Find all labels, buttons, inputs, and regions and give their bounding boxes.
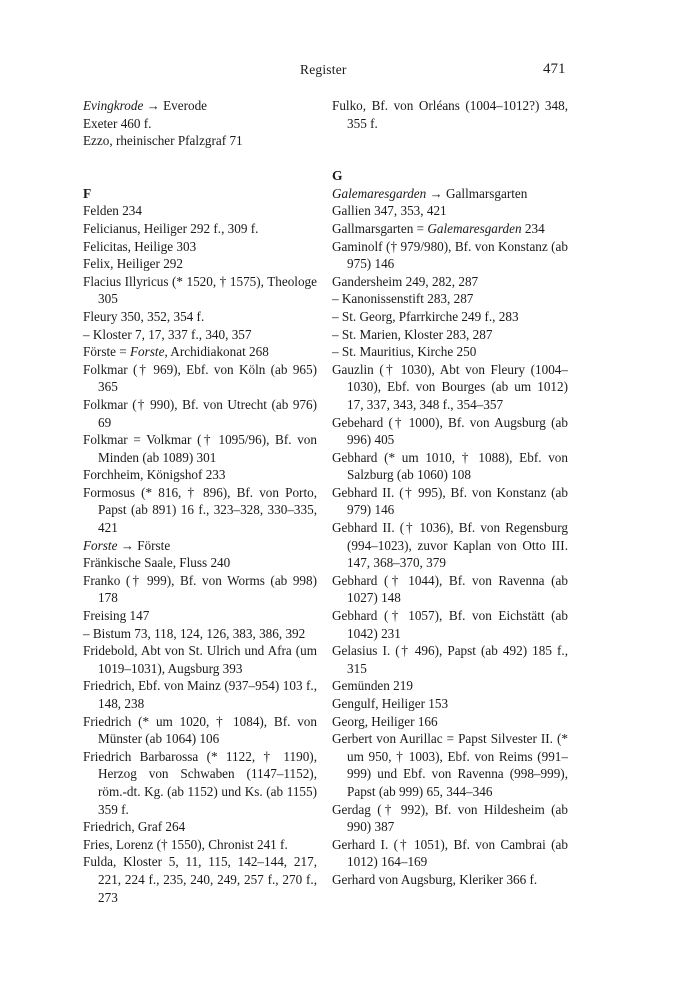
entry-term-italic: Galemaresgarden <box>332 185 427 201</box>
index-column-left <box>83 97 317 906</box>
entry-rest: 234 <box>521 220 545 236</box>
index-entry: Gebhard (* um 1010, † 1088), Ebf. von Salzburg (ab 1060) 108 <box>332 449 568 483</box>
index-entry <box>83 537 317 555</box>
index-entry: Gandersheim 249, 282, 287 <box>332 273 479 289</box>
index-entry <box>332 185 568 203</box>
index-entry: Felden 234 <box>83 203 142 219</box>
index-entry: Gallien 347, 353, 421 <box>332 203 447 219</box>
entry-term: Gallmarsgarten = <box>332 220 428 236</box>
index-subentry: – St. Marien, Kloster 283, 287 <box>332 326 568 344</box>
index-subentry: – Bistum 73, 118, 124, 126, 383, 386, 392 <box>83 625 317 643</box>
index-entry: Gengulf, Heiliger 153 <box>332 696 449 711</box>
index-entry: Georg, Heiliger 166 <box>332 713 438 729</box>
index-subentry: – St. Georg, Pfarrkirche 249 f., 283 <box>332 308 568 326</box>
index-entry: Gerhard von Augsburg, Kleriker 366 f. <box>332 871 538 887</box>
section-letter-g: G <box>332 168 343 184</box>
index-entry: Friedrich Barbarossa (* 1122, † 1190), Herzog von Schwaben (1147–1152), röm.-dt. Kg. (ab 1152) und Ks. (ab 1155) 359 f. <box>83 748 317 817</box>
index-entry: Fridebold, Abt von St. Ulrich und Afra (um 1019–1031), Augsburg 393 <box>83 643 317 676</box>
index-entry: Forchheim, Königshof 233 <box>83 467 226 483</box>
section-letter-f: F <box>83 185 92 201</box>
index-entry: Flacius Illyricus (* 1520, † 1575), Theologe 305 <box>83 273 317 307</box>
entry-rest: → Förste <box>117 537 171 553</box>
running-head: Register <box>300 62 347 77</box>
entry-term: Förste = <box>83 344 130 360</box>
index-entry: Gerhard I. († 1051), Bf. von Cambrai (ab 1012) 164–169 <box>332 836 568 870</box>
entry-rest: → Gallmarsgarten <box>426 185 528 201</box>
index-entry: Formosus (* 816, † 896), Bf. von Porto, Papst (ab 891) 16 f., 323–328, 330–335, 421 <box>83 484 317 536</box>
page-number: 471 <box>543 61 566 77</box>
index-entry: Gerbert von Aurillac = Papst Silvester II. (* um 950, † 1003), Ebf. von Reims (991–999) und Ebf. von Ravenna (998–999), Papst (ab 999) 65, 344–346 <box>332 731 568 799</box>
index-entry <box>83 97 317 115</box>
index-entry: Gebhard († 1044), Bf. von Ravenna (ab 1027) 148 <box>332 572 568 606</box>
index-subentry: – Kloster 7, 17, 337 f., 340, 357 <box>83 326 317 344</box>
entry-term-italic: Forste <box>83 537 118 553</box>
index-entry: Friedrich (* um 1020, † 1084), Bf. von Münster (ab 1064) 106 <box>83 713 317 747</box>
index-entry: Folkmar († 990), Bf. von Utrecht (ab 976) 69 <box>83 396 317 430</box>
index-entry: Gebehard († 1000), Bf. von Augsburg (ab 996) 405 <box>332 414 568 448</box>
index-entry: Folkmar = Volkmar († 1095/96), Bf. von Minden (ab 1089) 301 <box>83 432 317 465</box>
entry-term-italic: Galemaresgarden <box>427 220 522 236</box>
index-entry: Fries, Lorenz († 1550), Chronist 241 f. <box>83 836 288 852</box>
index-entry: Gauzlin († 1030), Abt von Fleury (1004–1030), Ebf. von Bourges (ab um 1012) 17, 337, 343, 348 f., 354–357 <box>332 361 568 412</box>
index-entry: Gebhard II. († 1036), Bf. von Regensburg (994–1023), zuvor Kaplan von Otto III. 147, 368–370, 379 <box>332 520 568 571</box>
index-entry: Friedrich, Ebf. von Mainz (937–954) 103 f., 148, 238 <box>83 678 317 711</box>
entry-term-italic: Forste <box>130 344 165 360</box>
index-entry: Gebhard II. († 995), Bf. von Konstanz (ab 979) 146 <box>332 484 568 518</box>
index-entry: Fulda, Kloster 5, 11, 115, 142–144, 217, 221, 224 f., 235, 240, 249, 257 f., 270 f., 273 <box>83 854 317 905</box>
entry-rest: → Everode <box>143 98 208 113</box>
index-subentry: – Kanonissenstift 283, 287 <box>332 290 568 308</box>
index-entry: Felicitas, Heilige 303 <box>83 238 197 254</box>
index-entry: Freising 147 <box>83 608 150 624</box>
index-entry <box>83 343 317 361</box>
index-entry: Gaminolf († 979/980), Bf. von Konstanz (ab 975) 146 <box>332 238 568 272</box>
index-entry: Fleury 350, 352, 354 f. <box>83 308 205 324</box>
index-entry: Friedrich, Graf 264 <box>83 819 186 835</box>
index-column-right <box>332 97 568 889</box>
index-entry: Felicianus, Heiliger 292 f., 309 f. <box>83 220 259 236</box>
index-entry: Fränkische Saale, Fluss 240 <box>83 555 231 571</box>
index-entry: Gelasius I. († 496), Papst (ab 492) 185 f., 315 <box>332 643 568 676</box>
index-entry: Folkmar († 969), Ebf. von Köln (ab 965) 365 <box>83 361 317 395</box>
index-subentry: – St. Mauritius, Kirche 250 <box>332 343 568 361</box>
index-entry: Felix, Heiliger 292 <box>83 256 183 272</box>
index-entry: Ezzo, rheinischer Pfalzgraf 71 <box>83 133 243 149</box>
index-entry <box>332 220 568 238</box>
index-entry: Franko († 999), Bf. von Worms (ab 998) 178 <box>83 572 317 606</box>
index-entry: Fulko, Bf. von Orléans (1004–1012?) 348, 355 f. <box>332 98 568 131</box>
index-entry: Gemünden 219 <box>332 678 413 694</box>
entry-rest: , Archidiakonat 268 <box>164 344 269 360</box>
index-entry: Gerdag († 992), Bf. von Hildesheim (ab 990) 387 <box>332 801 568 835</box>
index-entry: Exeter 460 f. <box>83 115 152 131</box>
entry-term-italic: Evingkrode <box>83 98 144 113</box>
index-entry: Gebhard († 1057), Bf. von Eichstätt (ab 1042) 231 <box>332 608 568 641</box>
